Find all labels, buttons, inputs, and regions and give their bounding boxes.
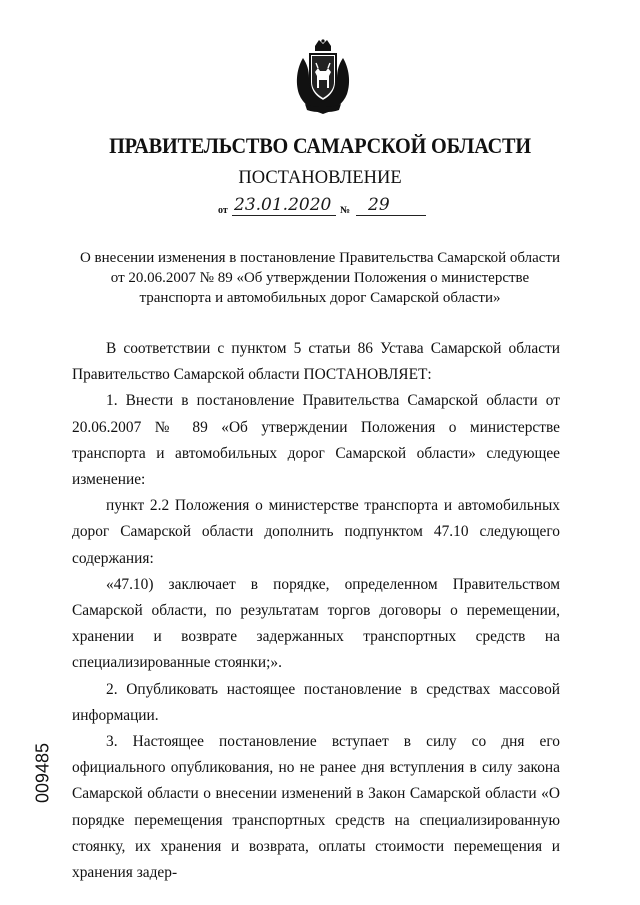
- number-label: №: [340, 205, 351, 216]
- government-title: ПРАВИТЕЛЬСТВО САМАРСКОЙ ОБЛАСТИ: [109, 133, 531, 158]
- coat-of-arms-emblem: [293, 38, 353, 116]
- document-body: [72, 336, 560, 886]
- document-subject: [60, 248, 580, 308]
- handwritten-date: 23.01.2020: [234, 195, 332, 215]
- date-label: от: [218, 205, 228, 216]
- subject-line: О внесении изменения в постановление Правительства Самарской области: [79, 250, 561, 266]
- side-registration-stamp: [28, 728, 58, 818]
- document-type: ПОСТАНОВЛЕНИЕ: [238, 168, 402, 188]
- date-number-line: [218, 196, 430, 220]
- body-paragraph: 1. Внести в постановление Правительства Самарской области от 20.06.2007 № 89 «Об утверждении Положения о министерстве транспорта и автомобильных дорог Самарской области» следующее изменение:: [72, 392, 560, 489]
- body-paragraph: «47.10) заключает в порядке, определенном Правительством Самарской области, по результатам торгов договоры о перемещении, хранении и возврате задержанных транспортных средств на специализированные стоянки;».: [72, 575, 560, 672]
- body-paragraph: 3. Настоящее постановление вступает в силу со дня его официального опубликования, но не ранее дня вступления в силу закона Самарской области о внесении изменений в Закон Самарской области «О порядке перемещения транспортных средств на специализированную стоянку, их хранения и возврата, оплаты стоимости перемещения и хранения задер-: [72, 733, 560, 882]
- handwritten-number: 29: [368, 195, 390, 215]
- stamp-number: 009485: [32, 742, 53, 804]
- subject-line: транспорта и автомобильных дорог Самарской области»: [139, 290, 501, 306]
- body-paragraph: 2. Опубликовать настоящее постановление в средствах массовой информации.: [72, 680, 560, 724]
- body-paragraph: В соответствии с пунктом 5 статьи 86 Устава Самарской области Правительство Самарской области ПОСТАНОВЛЯЕТ:: [72, 340, 560, 384]
- subject-line: от 20.06.2007 № 89 «Об утверждении Положения о министерстве: [110, 270, 530, 286]
- body-paragraph: пункт 2.2 Положения о министерстве транспорта и автомобильных дорог Самарской области дополнить подпунктом 47.10 следующего содержания:: [72, 497, 560, 567]
